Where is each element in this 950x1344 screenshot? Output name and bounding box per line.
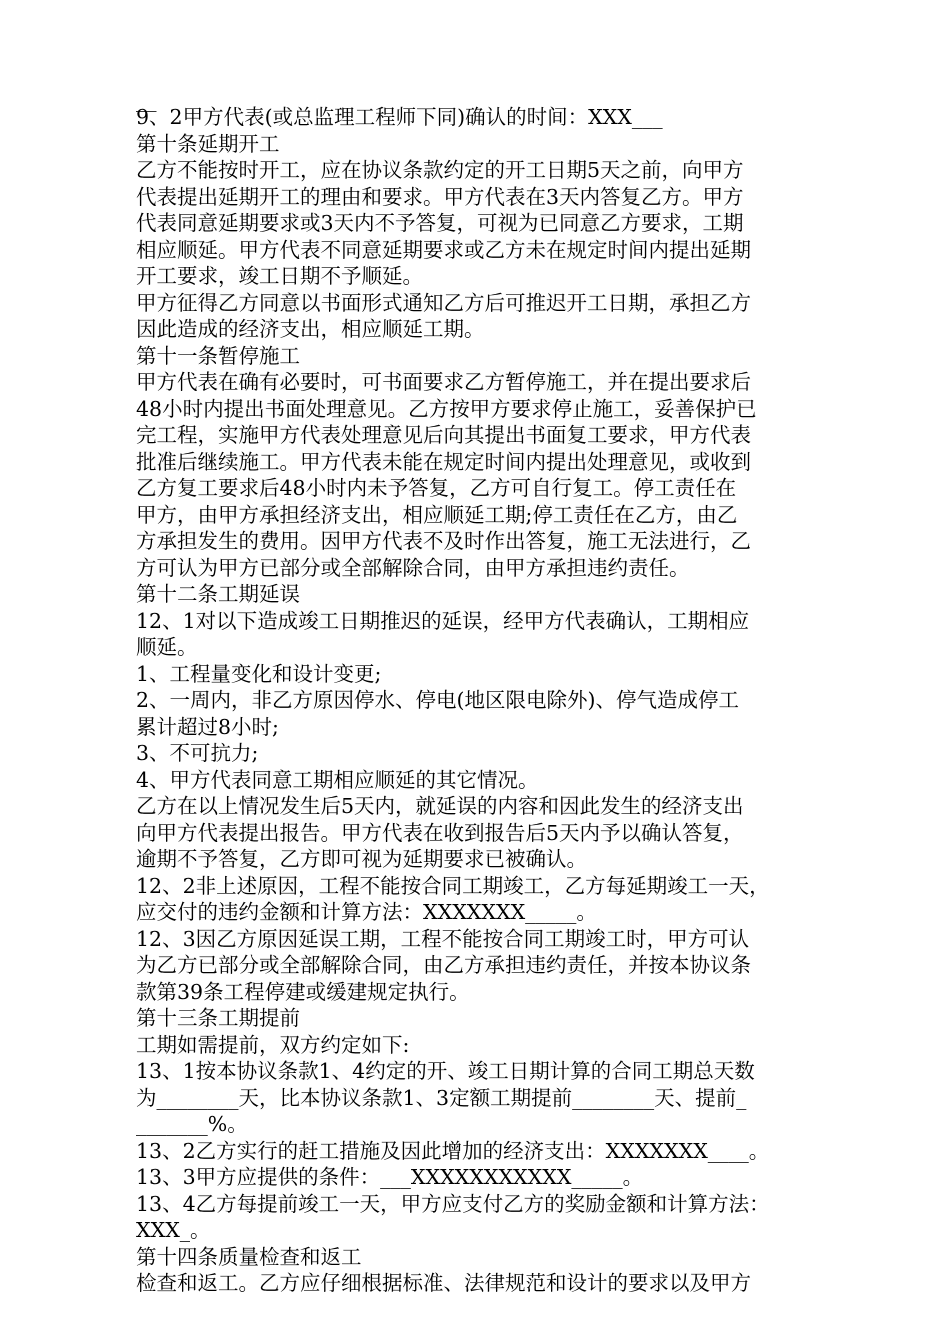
document-page <box>136 88 826 1297</box>
text-line: 4、甲方代表同意工期相应顺延的其它情况。 <box>136 767 539 792</box>
text-line: 12、2非上述原因，工程不能按合同工期竣工，乙方每延期竣工一天， <box>136 873 770 898</box>
text-line: 48小时内提出书面处理意见。乙方按甲方要求停止施工，妥善保护已 <box>136 396 757 421</box>
text-line: 款第39条工程停建或缓建规定执行。 <box>136 979 470 1004</box>
text-line: 乙方复工要求后48小时内未予答复，乙方可自行复工。停工责任在 <box>136 476 737 500</box>
text-line: 甲方，由甲方承担经济支出，相应顺延工期;停工责任在乙方，由乙 <box>136 502 738 527</box>
text-line: 乙方在以上情况发生后5天内，就延误的内容和因此发生的经济支出 <box>136 794 744 818</box>
document-body <box>136 104 826 1297</box>
text-line: 为乙方已部分或全部解除合同，由乙方承担违约责任，并按本协议条 <box>136 953 751 977</box>
text-line: 顺延。 <box>136 635 198 659</box>
text-line: 甲方征得乙方同意以书面形式通知乙方后可推迟开工日期，承担乙方 <box>136 290 751 315</box>
text-line: 13、2乙方实行的赶工措施及因此增加的经济支出：XXXXXXX____。 <box>136 1138 770 1163</box>
text-line: 因此造成的经济支出，相应顺延工期。 <box>136 317 485 341</box>
text-line: 12、1对以下造成竣工日期推迟的延误，经甲方代表确认，工期相应 <box>136 608 750 633</box>
text-line: 工期如需提前，双方约定如下: <box>136 1032 410 1057</box>
text-line: 方承担发生的费用。因甲方代表不及时作出答复，施工无法进行，乙 <box>136 529 751 553</box>
text-line: 代表提出延期开工的理由和要求。甲方代表在3天内答复乙方。甲方 <box>136 184 744 209</box>
text-line: 甲方代表在确有必要时，可书面要求乙方暂停施工，并在提出要求后 <box>136 370 751 394</box>
text-line: 第十三条工期提前 <box>136 1006 300 1030</box>
text-line: 2、一周内，非乙方原因停水、停电(地区限电除外)、停气造成停工 <box>136 688 740 712</box>
text-line: 第十四条质量检查和返工 <box>136 1244 362 1269</box>
text-line: 3、不可抗力; <box>136 741 259 765</box>
text-line: 1、工程量变化和设计变更; <box>136 661 382 686</box>
top-rule: __ <box>136 88 157 112</box>
text-line: 向甲方代表提出报告。甲方代表在收到报告后5天内予以确认答复， <box>136 820 744 845</box>
text-line: 代表同意延期要求或3天内不予答复，可视为已同意乙方要求，工期 <box>136 211 744 235</box>
text-line: 9、2甲方代表(或总监理工程师下同)确认的时间：XXX___ <box>136 105 663 129</box>
text-line: 开工要求，竣工日期不予顺延。 <box>136 264 423 288</box>
text-line: 第十条延期开工 <box>136 131 280 156</box>
text-line: 相应顺延。甲方代表不同意延期要求或乙方未在规定时间内提出延期 <box>136 237 751 262</box>
text-line: 批准后继续施工。甲方代表未能在规定时间内提出处理意见，或收到 <box>136 449 751 474</box>
text-line: 方可认为甲方已部分或全部解除合同，由甲方承担违约责任。 <box>136 555 690 580</box>
text-line: 检查和返工。乙方应仔细根据标准、法律规范和设计的要求以及甲方 <box>136 1271 751 1295</box>
text-line: _______%。 <box>136 1112 248 1136</box>
text-line: 第十二条工期延误 <box>136 582 300 606</box>
text-line: 为________天，比本协议条款1、3定额工期提前________天、提前_ <box>136 1085 747 1110</box>
text-line: 12、3因乙方原因延误工期，工程不能按合同工期竣工时，甲方可认 <box>136 926 750 951</box>
text-line: 累计超过8小时; <box>136 714 279 739</box>
text-line: 应交付的违约金额和计算方法：XXXXXXX_____。 <box>136 900 597 924</box>
text-line: 第十一条暂停施工 <box>136 343 300 368</box>
text-line: 乙方不能按时开工，应在协议条款约定的开工日期5天之前，向甲方 <box>136 158 744 182</box>
text-line: 13、3甲方应提供的条件：___XXXXXXXXXXX_____。 <box>136 1165 644 1189</box>
text-line: 13、4乙方每提前竣工一天，甲方应支付乙方的奖励金额和计算方法： <box>136 1191 770 1216</box>
text-line: 完工程，实施甲方代表处理意见后向其提出书面复工要求，甲方代表 <box>136 423 751 447</box>
text-line: XXX_。 <box>136 1218 211 1242</box>
text-line: 逾期不予答复，乙方即可视为延期要求已被确认。 <box>136 847 587 871</box>
text-line: 13、1按本协议条款1、4约定的开、竣工日期计算的合同工期总天数 <box>136 1059 755 1083</box>
